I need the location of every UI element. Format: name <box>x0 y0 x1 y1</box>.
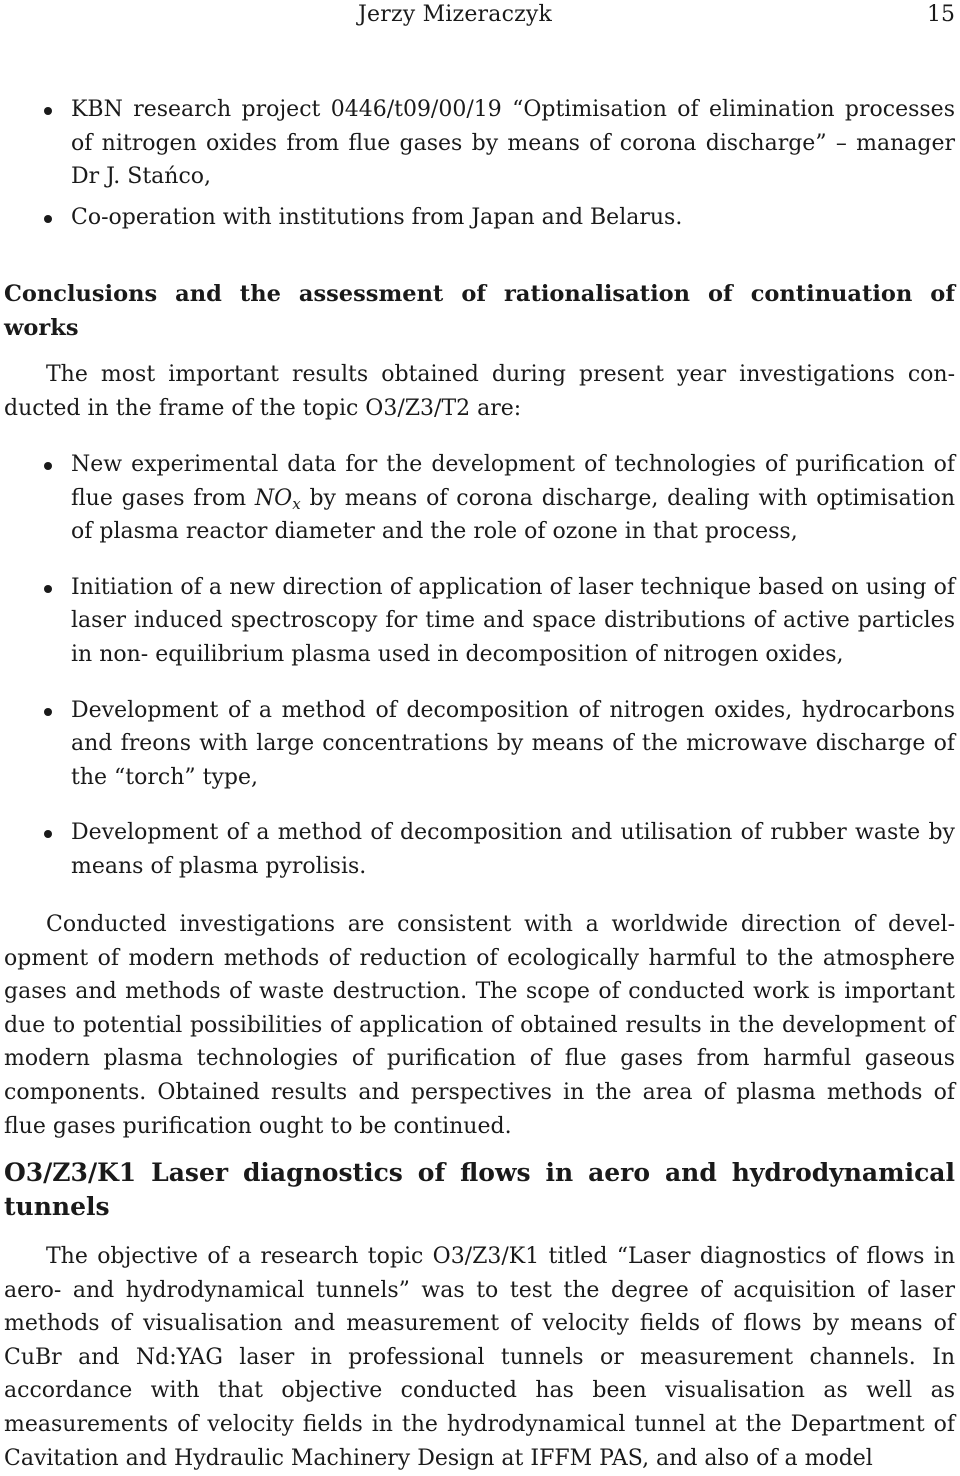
k1-body: The objective of a research topic O3/Z3/K1 titled “Laser diagnostics of flows in aero- and hydrodynamical tunnels” was to test the degree of acquisition of laser methods of visualisation and measurement of velocity fields of flows by means of CuBr and Nd:YAG laser in professional tunnels or measurement channels. In accordance with that objective conducted has been visualisation as well as measurements of velocity fields in the hydrodynamical tunnel at the Department of Cavitation and Hydraulic Machinery Design at IFFM PAS, and also of a model <box>4 1244 955 1471</box>
list-item-text: Development of a method of decomposition and utilisation of rubber waste by means of plasma pyrolisis. <box>71 820 955 879</box>
nox-formula: $NO_x$ <box>254 485 301 513</box>
list-item-text: Initiation of a new direction of application of laser technique based on using of laser induced spectroscopy for time and space distributions of active particles in non- equilibrium plasma used in decomposition of nitrogen oxides, <box>71 574 955 667</box>
list-item <box>4 201 955 235</box>
list-item-text: New experimental data for the development of technologies of purification of flue gases from $NO_x$ by means of corona discharge, dealing with optimisation of plasma reactor diameter and the role of ozone in that process, <box>71 452 956 545</box>
bullet-icon <box>44 462 52 470</box>
results-block <box>4 448 955 884</box>
conclusions-intro: The most important results obtained during present year investigations conducted in the frame of the topic O3/Z3/T2 are: <box>4 362 955 421</box>
bullet-icon <box>44 830 52 838</box>
list-item <box>4 448 955 549</box>
bullet-icon <box>44 215 52 223</box>
section-heading-conclusions: Conclusions and the assessment of rationalisation of continuation of works <box>4 281 955 341</box>
section-heading-k1: O3/Z3/K1 Laser diagnostics of flows in aero and hydrodynamical tunnels <box>4 1158 955 1221</box>
list-item <box>4 93 955 194</box>
results-list <box>4 448 955 884</box>
running-head: Jerzy Mizeraczyk <box>358 2 553 27</box>
list-item <box>4 694 955 795</box>
bullet-icon <box>44 708 52 716</box>
page-header <box>0 0 955 30</box>
list-item <box>4 571 955 672</box>
list-item-text: Development of a method of decomposition of nitrogen oxides, hydrocarbons and freons with large concentrations by means of the microwave discharge of the “torch” type, <box>71 697 955 790</box>
page-number: 15 <box>927 2 955 27</box>
list-item-text: KBN research project 0446/t09/00/19 “Optimisation of elimination processes of nitrogen oxides from flue gases by means of corona discharge” – manager Dr J. Stańco, <box>71 97 955 190</box>
bullet-icon <box>44 107 52 115</box>
project-list <box>4 93 955 234</box>
list-item <box>4 816 955 883</box>
bullet-icon <box>44 585 52 593</box>
conclusions-closing: Conducted investigations are consistent with a worldwide direction of development of modern methods of reduction of ecologically harmful to the atmosphere gases and methods of waste destruction. The scope of conducted work is important due to potential possibilities of application of obtained results in the development of modern plasma technologies of purification of flue gases from harmful gaseous components. Obtained results and perspectives in the area of plasma methods of flue gases purification ought to be continued. <box>4 912 955 1139</box>
top-list-block <box>4 93 955 234</box>
list-item-text: Co-operation with institutions from Japan and Belarus. <box>71 204 683 230</box>
